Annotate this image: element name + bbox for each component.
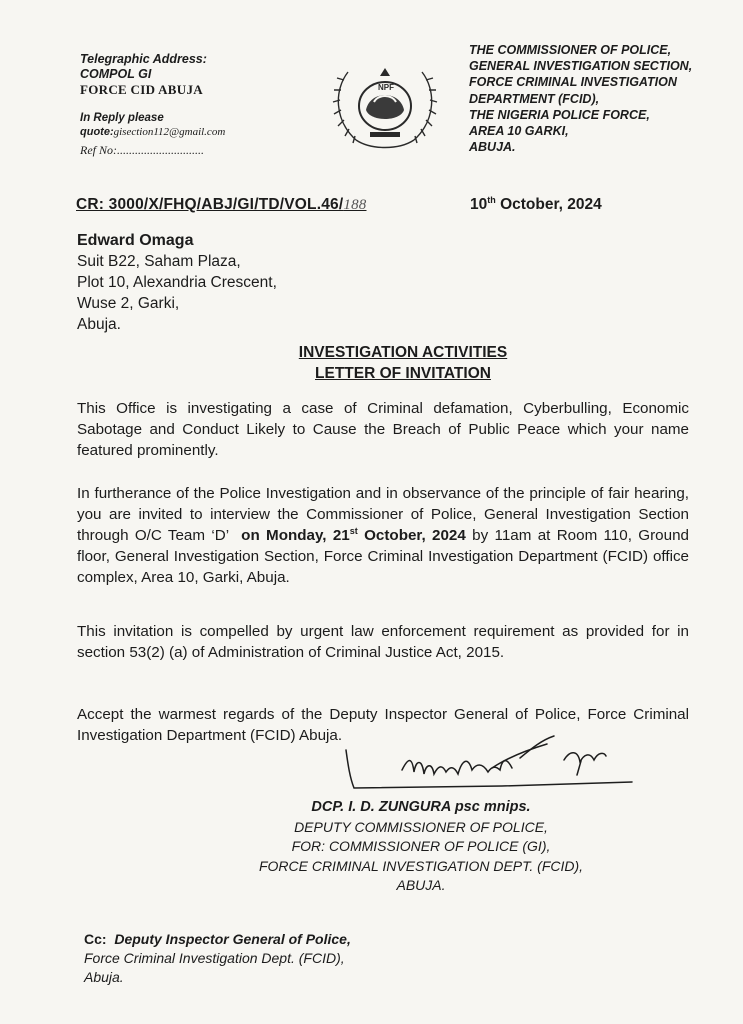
letterhead-line: ABUJA. xyxy=(469,140,516,155)
address-line: Wuse 2, Garki, xyxy=(77,295,180,312)
signatory-line: ABUJA. xyxy=(396,877,446,893)
telegraphic-label: Telegraphic Address: xyxy=(80,52,207,66)
reply-label: In Reply please xyxy=(80,112,164,124)
cc-line: Force Criminal Investigation Dept. (FCID), xyxy=(84,950,345,966)
telegraphic-city: FORCE CID ABUJA xyxy=(80,82,203,97)
police-crest-logo xyxy=(326,50,444,158)
cc-block xyxy=(84,930,351,987)
cc-label: Cc: xyxy=(84,931,107,947)
letterhead-left xyxy=(80,52,320,158)
title-line-2: LETTER OF INVITATION xyxy=(315,365,491,382)
signatory-name: DCP. I. D. ZUNGURA psc mnips. xyxy=(311,799,531,815)
title-line-1: INVESTIGATION ACTIVITIES xyxy=(298,344,508,361)
letter-title xyxy=(0,342,743,384)
letterhead-line: FORCE CRIMINAL INVESTIGATION xyxy=(469,75,677,90)
address-line: Suit B22, Saham Plaza, xyxy=(77,253,241,270)
reference-number xyxy=(76,196,367,214)
address-line: Abuja. xyxy=(77,316,121,333)
letter-date: 10th October, 2024 xyxy=(470,194,602,213)
letterhead-line: GENERAL INVESTIGATION SECTION, xyxy=(469,59,693,74)
signatory-line: FOR: COMMISSIONER OF POLICE (GI), xyxy=(291,838,551,854)
cc-first-line: Cc: Deputy Inspector General of Police, xyxy=(84,931,351,947)
handwritten-number: 188 xyxy=(343,197,367,213)
cc-line: Abuja. xyxy=(84,969,124,985)
ref-number-line: Ref No:............................. xyxy=(80,143,204,157)
address-line: Plot 10, Alexandria Crescent, xyxy=(77,274,277,291)
letterhead-line: AREA 10 GARKI, xyxy=(469,124,569,139)
body-paragraph-1: This Office is investigating a case of Criminal defamation, Cyberbulling, Economic Sabotage and Conduct Likely to Cause the Breach of Public Peace which your name featured prominently. xyxy=(77,400,689,459)
body-paragraph-3: This invitation is compelled by urgent law enforcement requirement as provided for in section 53(2) (a) of Administration of Criminal Justice Act, 2015. xyxy=(77,623,689,661)
letterhead-right xyxy=(469,42,729,155)
quote-label: quote: xyxy=(80,126,114,138)
signatory-block xyxy=(200,798,640,896)
body-paragraph-2: In furtherance of the Police Investigation and in observance of the principle of fair hearing, you are invited to interview the Commissioner of Police, General Investigation Section through O/C Team ‘D’ on Monday, 21st October, 2024 by 11am at Room 110, Ground floor, General Investigation Section, Force Criminal Investigation Department (FCID) office complex, Area 10, Garki, Abuja. xyxy=(77,485,689,586)
letterhead-line: THE COMMISSIONER OF POLICE, xyxy=(469,43,672,57)
signatory-line: DEPUTY COMMISSIONER OF POLICE, xyxy=(294,818,548,835)
body-paragraph-4: Accept the warmest regards of the Deputy Inspector General of Police, Force Criminal Investigation Department (FCID) Abuja. xyxy=(77,706,689,744)
email-address: gisection112@gmail.com xyxy=(113,126,226,138)
quote-line xyxy=(80,125,320,140)
telegraphic-value: COMPOL GI xyxy=(80,67,152,81)
addressee-name: Edward Omaga xyxy=(77,232,194,249)
addressee-block xyxy=(77,230,277,335)
letterhead-line: THE NIGERIA POLICE FORCE, xyxy=(469,107,650,122)
letterhead-line: DEPARTMENT (FCID), xyxy=(469,91,600,106)
signatory-line: FORCE CRIMINAL INVESTIGATION DEPT. (FCID), xyxy=(258,857,584,874)
crest-text: NPF xyxy=(378,83,394,92)
cr-number: CR: 3000/X/FHQ/ABJ/GI/TD/VOL.46/ xyxy=(76,196,344,213)
interview-date: on Monday, 21st October, 2024 xyxy=(241,525,466,544)
